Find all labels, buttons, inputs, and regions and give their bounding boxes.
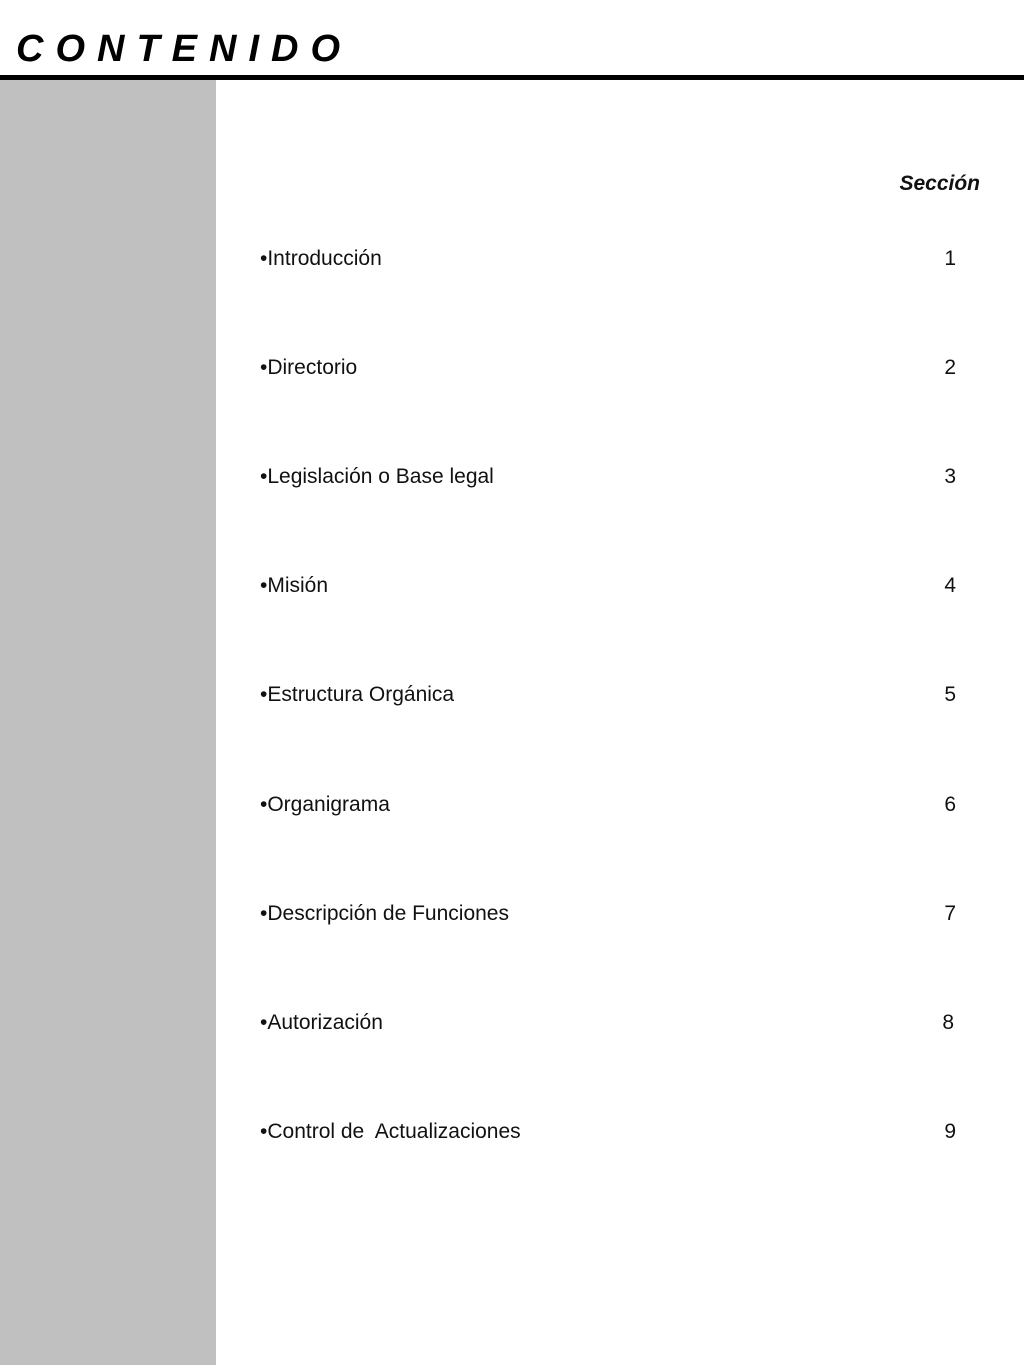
toc-item-introduccion [260, 244, 960, 274]
toc-item-label: •Descripción de Funciones [260, 902, 509, 925]
toc-item-section: 2 [944, 356, 956, 379]
toc-item-label: •Organigrama [260, 793, 390, 816]
toc-item-estructura-organica [260, 680, 960, 710]
toc-item-directorio [260, 353, 960, 383]
toc-item-label: •Introducción [260, 247, 382, 270]
toc-item-label: •Misión [260, 574, 329, 597]
toc-item-organigrama [260, 790, 960, 820]
toc-item-legislacion [260, 462, 960, 492]
toc-item-section: 8 [942, 1011, 954, 1034]
toc-item-mision [260, 571, 960, 601]
toc-item-section: 4 [944, 574, 956, 597]
toc-item-section: 9 [944, 1120, 956, 1143]
toc-item-autorizacion [260, 1008, 960, 1038]
toc-item-section: 6 [944, 793, 956, 816]
toc-item-descripcion-funciones [260, 899, 960, 929]
toc-item-label: •Directorio [260, 356, 358, 379]
page-title: CONTENIDO [16, 28, 352, 70]
toc-item-label: •Autorización [260, 1011, 383, 1034]
toc-item-label: •Control de Actualizaciones [260, 1120, 521, 1143]
toc-item-section: 7 [944, 902, 956, 925]
toc-item-label: •Estructura Orgánica [260, 683, 455, 706]
section-column-header: Sección [899, 172, 980, 195]
toc-item-control-actualizaciones [260, 1117, 960, 1147]
toc-item-section: 5 [944, 683, 956, 706]
toc-item-section: 1 [944, 247, 956, 270]
toc-item-section: 3 [944, 465, 956, 488]
toc-item-label: •Legislación o Base legal [260, 465, 494, 488]
